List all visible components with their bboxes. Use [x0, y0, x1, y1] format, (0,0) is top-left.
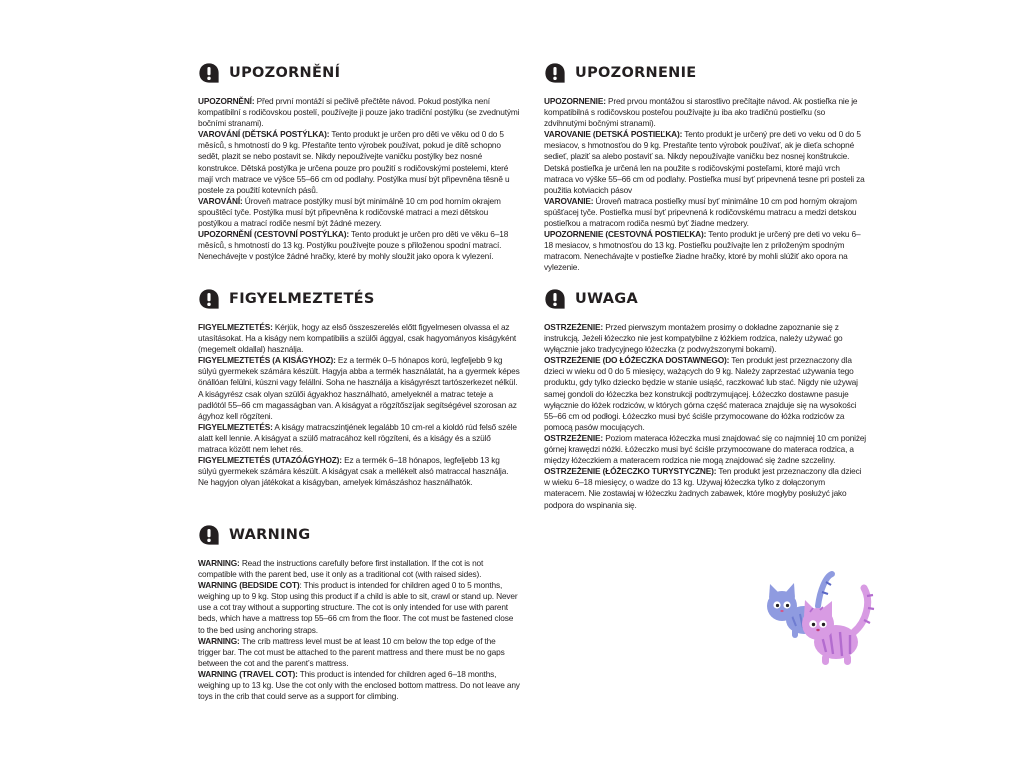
section-body [544, 96, 866, 274]
paragraph [544, 129, 866, 196]
section-body [544, 322, 866, 511]
paragraph-lead: WARNING (TRAVEL COT): [198, 668, 298, 679]
paragraph [198, 229, 520, 262]
paragraph-text: Úroveň matrace postýlky musí být minimálně 10 cm pod horním okrajem spouštěcí tyče. Postýlka musí být připevněna k rodičovské matraci a mezi dětskou postýlkou a matrací rodiče nesmí být žádné mezery. [198, 195, 501, 229]
paragraph-lead: UPOZORNĚNÍ (CESTOVNÍ POSTÝLKA): [198, 229, 350, 240]
paragraph-lead: WARNING (BEDSIDE COT) [198, 580, 300, 591]
section-pl [544, 284, 866, 511]
paragraph-text: This product is intended for children aged 6–18 months, weighing up to 13 kg. Use the cot only with the enclosed bottom mattress. Do not leave any toys in the crib that could serve as a support for climbing. [198, 668, 520, 702]
section-hu-heading [198, 284, 520, 314]
section-title: UPOZORNENIE [575, 65, 697, 81]
paragraph [544, 355, 866, 433]
warning-drop-icon [198, 62, 220, 84]
section-en [198, 520, 520, 702]
section-pl-heading [544, 284, 866, 314]
paragraph-text: Tento produkt je určený pre deti vo veku 6–18 mesiacov, s hmotnosťou do 13 kg. Postieľku používajte len z priloženým spodným matracom. Nenechávajte v postieľke žiadne hračky, ktoré by mohli slúžiť ako opora na vylezenie. [544, 229, 861, 273]
paragraph [544, 196, 866, 229]
paragraph [544, 229, 866, 273]
paragraph [198, 455, 520, 488]
paragraph-lead: UPOZORNENIE: [544, 96, 606, 106]
paragraph-lead: VAROVANIE: [544, 195, 594, 206]
paragraph [198, 636, 520, 669]
paragraph-text: Tento produkt je určen pro děti ve věku od 0 do 5 měsíců, s hmotností do 9 kg. Přestaňte tento výrobek používat, pokud je dítě schopno sedět, plazit se nebo postavit se. Nikdy nepoužívejte vaničku postýlky bez nosné konstrukce. Dětská postýlka je určena pouze pro použití s rodičovskými postelemi, které mají vrch matrace ve výšce 55–66 cm od podlahy. Postýlka musí být připevněna těsně u postele za použití kotevních pásů. [198, 129, 510, 195]
section-body [198, 558, 520, 702]
paragraph [198, 196, 520, 229]
section-hu [198, 284, 520, 488]
paragraph-text: The crib mattress level must be at least 10 cm below the top edge of the trigger bar. The cot must be attached to the parent mattress and there must be no gaps between the cot and the parent’s mattress. [198, 635, 505, 668]
paragraph-lead: FIGYELMEZTETÉS: [198, 421, 273, 432]
paragraph-lead: FIGYELMEZTETÉS: [198, 322, 273, 332]
paragraph-text: Tento produkt je určen pro děti ve věku 6–18 měsíců, s hmotností do 13 kg. Postýlku používejte pouze s přiloženou spodní matrací. Nenechávejte v postýlce žádné hračky, které by mohly sloužit jako opora k vylezení. [198, 229, 509, 262]
paragraph-lead: UPOZORNĚNÍ: [198, 96, 255, 106]
section-sk [544, 58, 866, 274]
paragraph-text: Úroveň matraca postieľky musí byť minimálne 10 cm pod horným okrajom spúšťacej tyče. Postieľka musí byť pripevnená k rodičovskému matracu a medzi detskou postieľkou a matracom rodiča nesmú byť žiadne medzery. [544, 195, 857, 229]
section-body [198, 96, 520, 262]
section-title: WARNING [229, 527, 311, 543]
paragraph-lead: VAROVÁNÍ: [198, 195, 243, 206]
section-title: FIGYELMEZTETÉS [229, 291, 375, 307]
section-cz [198, 58, 520, 262]
paragraph-lead: OSTRZEŻENIE: [544, 432, 604, 443]
paragraph [198, 322, 520, 355]
warning-drop-icon [198, 288, 220, 310]
paragraph-text: Pred prvou montážou si starostlivo prečítajte návod. Ak postieľka nie je kompatibilná s rodičovskou posteľou používajte ju iba ako tradičnú postieľku (so zdvihnutými bočnými stranami). [544, 96, 858, 129]
warning-drop-icon [544, 288, 566, 310]
paragraph [544, 96, 866, 129]
paragraph-lead: OSTRZEŻENIE (DO ŁÓŻECZKA DOSTAWNEGO): [544, 355, 730, 366]
warning-drop-icon [198, 524, 220, 546]
paragraph-lead: FIGYELMEZTETÉS (A KISÁGYHOZ): [198, 355, 336, 366]
paragraph [544, 433, 866, 466]
paragraph-text: Kérjük, hogy az első összeszerelés előtt figyelmesen olvassa el az utasításokat. Ha a kiságy nem kompatibilis a szülői ággyal, csak hagyományos kiságyként (megemelt oldallal) használja. [198, 322, 517, 355]
paragraph-lead: OSTRZEŻENIE (ŁÓŻECZKO TURYSTYCZNE): [544, 466, 717, 477]
paragraph [198, 355, 520, 422]
paragraph-lead: WARNING: [198, 558, 240, 568]
paragraph [544, 466, 866, 510]
paragraph-lead: VAROVÁNÍ (DĚTSKÁ POSTÝLKA): [198, 129, 330, 140]
paragraph-lead: UPOZORNENIE (CESTOVNÁ POSTIEĽKA): [544, 229, 707, 240]
section-cz-heading [198, 58, 520, 88]
paragraph-text: : This product is intended for children aged 0 to 5 months, weighing up to 9 kg. Stop using this product if a child is able to sit, crawl or stand up. Never use a cot tray without a supporting structure. The cot is only intended for use with parent beds, which have a mattress top 55–66 cm from the floor. The cot must be fastened close to the bed using anchoring straps. [198, 580, 518, 635]
paragraph-text: Poziom materaca łóżeczka musi znajdować się co najmniej 10 cm poniżej górnej krawędzi nóżki. Łóżeczko musi być ściśle przymocowane do materaca rodzica, a między łóżeczkiem a materacem rodzica nie mogą znajdować się żadne szczeliny. [544, 432, 867, 466]
paragraph-text: Ez a termék 0–5 hónapos korú, legfeljebb 9 kg súlyú gyermekek számára készült. Hagyja abba a termék használatát, ha a gyermek képes önállóan felülni, kúszni vagy felállni. Soha ne használja a kiságyrészt tartószerkezet nélkül. A kiságyrész csak olyan szülői ágyakhoz használható, amelyeknél a matrac teteje a padlótól 55–66 cm magasságban van. A kiságyat a rögzítőszíjak segítségével szorosan az ágyhoz kell rögzíteni. [198, 355, 520, 421]
paragraph-lead: VAROVANIE (DETSKÁ POSTIEĽKA): [544, 129, 683, 140]
paragraph-text: Ten produkt jest przeznaczony dla dzieci w wieku 6–18 miesięcy, o wadze do 13 kg. Używaj łóżeczka tylko z dołączonym materacem. Nie zostawiaj w łóżeczku żadnych zabawek, które mogłyby posłużyć jako podpora do wspinania się. [544, 466, 862, 510]
section-title: UPOZORNĚNÍ [229, 65, 341, 81]
section-title: UWAGA [575, 291, 638, 307]
paragraph [198, 669, 520, 702]
paragraph-text: Read the instructions carefully before first installation. If the cot is not compatible with the parent bed, use it only as a traditional cot (with raised sides). [198, 558, 484, 580]
paragraph-text: Před první montáží si pečlivě přečtěte návod. Pokud postýlka není kompatibilní s rodičovskou postelí, používejte ji pouze jako tradiční postýlku (se zvednutými bočními stranami). [198, 96, 520, 129]
paragraph [198, 558, 520, 580]
paragraph [198, 129, 520, 196]
paragraph-text: Tento produkt je určený pre deti vo veku od 0 do 5 mesiacov, s hmotnosťou do 9 kg. Prestaňte tento výrobok používať, ak je dieťa schopné sedieť, plaziť sa alebo postaviť sa. Nikdy nepoužívajte vaničku bez nosnej konštrukcie. Detská postieľka je určená len na použite s rodičovskými posteľami, ktoré majú vrch matraca vo výške 55–66 cm od podlahy. Postieľka musí byť pripevnená tesne pri posteli za použitia kotviacich pásov [544, 129, 865, 195]
paragraph [198, 422, 520, 455]
paragraph [198, 96, 520, 129]
paragraph-lead: WARNING: [198, 635, 240, 646]
paragraph-lead: OSTRZEŻENIE: [544, 322, 604, 332]
section-en-heading [198, 520, 520, 550]
section-body [198, 322, 520, 488]
warning-drop-icon [544, 62, 566, 84]
paragraph-text: Przed pierwszym montażem prosimy o dokładne zapoznanie się z instrukcją. Jeżeli łóżeczko nie jest kompatybilne z łóżkiem rodzica, należy używać go wyłącznie jako tradycyjnego łóżeczka (z podwyższonymi bokami). [544, 322, 843, 355]
paragraph-lead: FIGYELMEZTETÉS (UTAZÓÁGYHOZ): [198, 455, 342, 466]
paragraph [544, 322, 866, 355]
paragraph [198, 580, 520, 635]
paragraph-text: Ten produkt jest przeznaczony dla dzieci w wieku od 0 do 5 miesięcy, ważących do 9 kg. Należy zaprzestać używania tego produktu, gdy tylko dziecko będzie w stanie usiąść, raczkować lub stać. Nigdy nie używaj samej gondoli do łóżeczka bez konstrukcji podtrzymującej. Łóżeczko dostawne pasuje wyłącznie do łóżek rodziców, w których górna część materaca znajduje się na wysokości 55–66 cm od podłogi. Łóżeczko musi być ściśle przymocowane do łóżka rodziców za pomocą pasów mocujących. [544, 355, 858, 432]
cats-illustration [760, 562, 880, 670]
paragraph-text: Ez a termék 6–18 hónapos, legfeljebb 13 kg súlyú gyermekek számára készült. A kiságyat csak a mellékelt alsó matraccal használja. Ne hagyjon olyan játékokat a kiságyban, amelyek kimászáshoz használhatók. [198, 455, 509, 488]
section-sk-heading [544, 58, 866, 88]
paragraph-text: A kiságy matracszintjének legalább 10 cm-rel a kioldó rúd felső széle alatt kell lennie. A kiságyat a szülő matracához kell rögzíteni, és a kiságy és a szülő matraca között nem lehet rés. [198, 421, 517, 455]
